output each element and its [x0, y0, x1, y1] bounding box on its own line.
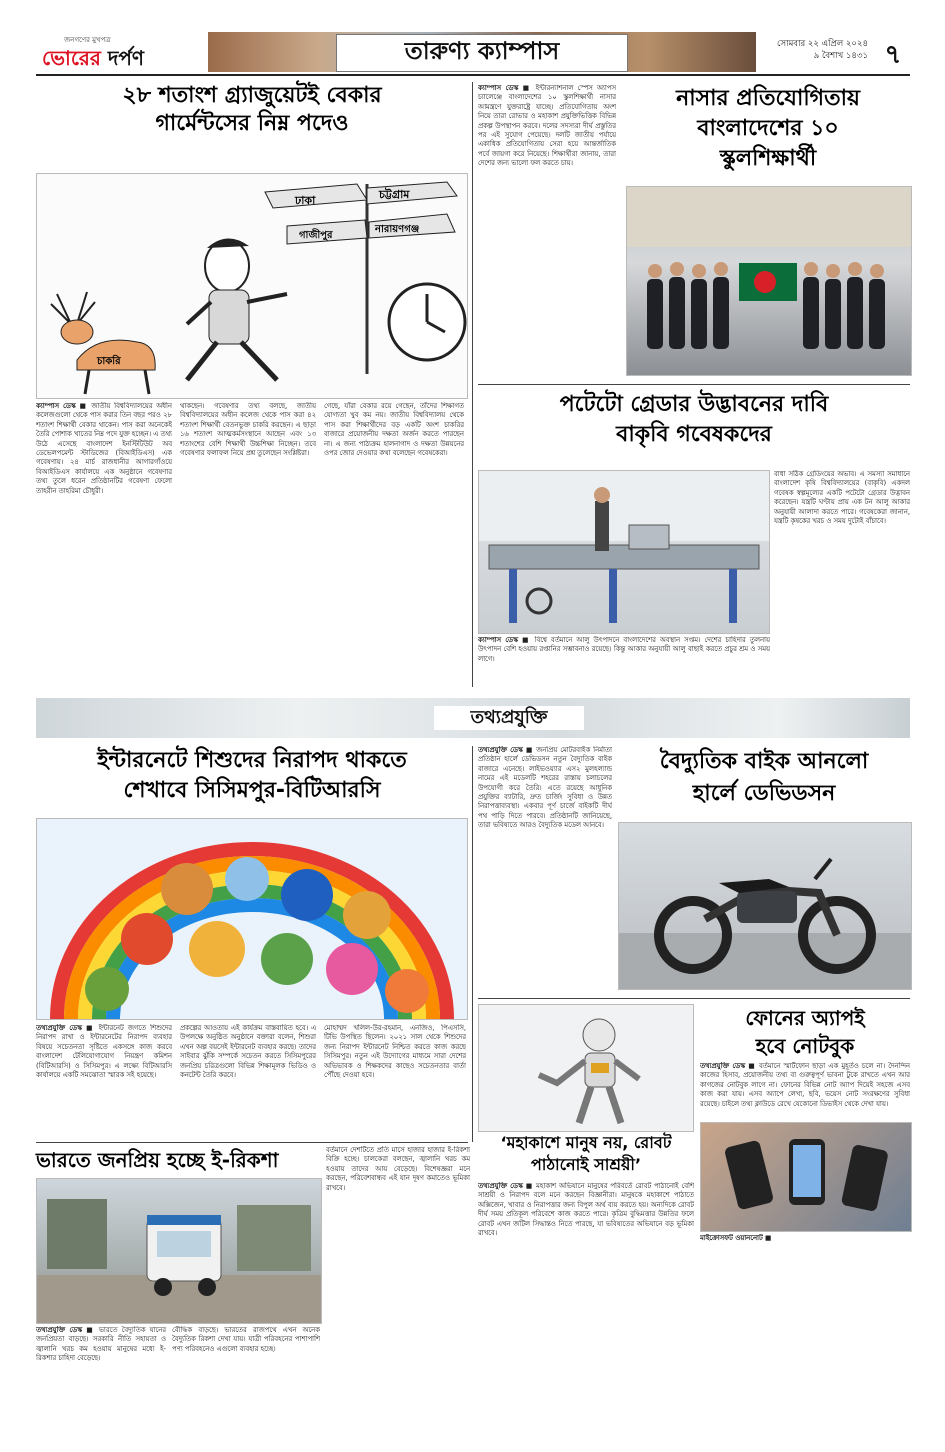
robot-photo — [478, 1004, 694, 1132]
harley-headline-line1: বৈদ্যুতিক বাইক আনলো — [659, 749, 869, 774]
sisimpur-body-col1 — [36, 1024, 172, 1136]
nasa-body — [478, 84, 616, 376]
phone-notebook-headline — [700, 1004, 910, 1060]
graduates-headline — [36, 82, 468, 137]
phone-headline-line1: ফোনের অ্যাপই — [745, 1006, 865, 1030]
harley-bike-photo — [618, 822, 912, 990]
newspaper-logo — [36, 34, 186, 70]
column-divider — [472, 82, 473, 687]
graduates-headline-line2: গার্মেন্টসের নিম্ন পদেও — [155, 110, 349, 136]
sisimpur-headline — [36, 746, 468, 806]
logo-name-part1: ভোরের — [42, 46, 101, 70]
sign-narayanganj: নারায়ণগঞ্জ — [375, 224, 420, 235]
nasa-headline-line1: নাসার প্রতিযোগিতায় — [676, 86, 860, 111]
graduates-body-col3: গেছে, যাঁরা বেকার রয়ে গেছেন, তাঁদের শিক্ষাগত যোগ্যতা খুব কম নয়। জাতীয় বিশ্ববিদ্যালয় থেকে পাস করা শিক্ষার্থীদের বড় একটি অংশ চাকরির বাজারে প্রয়োজনীয় দক্ষতা অর্জন করতে পারছেন না। এ জন্য পাঠ্যক্রম হালনাগাদ ও দক্ষতা উন্নয়নের ওপর জোর দেওয়ার কথা বলেছেন গবেষকেরা। — [324, 402, 464, 458]
potato-credit: ক্যাম্পাস ডেস্ক ■ — [478, 636, 531, 644]
section-divider — [478, 384, 910, 385]
nasa-headline-line2: বাংলাদেশের ১০ — [697, 116, 839, 141]
harley-text: জনপ্রিয় মোটরবাইক নির্মাতা প্রতিষ্ঠান হার্লে ডেভিডসন নতুন বৈদ্যুতিক বাইক বাজারে এনেছে। লাইভওয়্যার এস২ মুলহল্যান্ড নামের এই মডেলটি শহরের রাস্তায় চলাচলের উপযোগী করে তৈরি। এতে রয়েছে আধুনিক প্রযুক্তির ব্যাটারি, দ্রুত চার্জিং সুবিধা ও উন্নত নিরাপত্তাব্যবস্থা। একবার পূর্ণ চার্জে বাইকটি দীর্ঘ পথ পাড়ি দিতে পারবে। প্রতিষ্ঠানটি জানিয়েছে, তারা ভবিষ্যতে আরও বৈদ্যুতিক মডেল আনবে। — [478, 746, 612, 830]
nasa-text: ইন্টারন্যাশনাল স্পেস অ্যাপস চ্যালেঞ্জে বাংলাদেশের ১০ স্কুলশিক্ষার্থী নাসার আমন্ত্রণে যুক্তরাষ্ট্রে যাচ্ছে। প্রতিযোগিতায় অংশ নিয়ে তারা রোভার ও মহাকাশ প্রযুক্তিভিত্তিক বিভিন্ন প্রকল্প উপস্থাপন করবে। দলের সদস্যরা দীর্ঘ প্রস্তুতির পর এই সুযোগ পেয়েছে। দলটি জাতীয় পর্যায়ে একাধিক প্রতিযোগিতায় সেরা হয়ে আন্তর্জাতিক পর্বে জায়গা করে নিয়েছে। শিক্ষার্থীরা জানায়, তারা দেশের জন্য ভালো ফল করতে চায়। — [478, 84, 616, 168]
erickshaw-photo — [36, 1178, 322, 1324]
tech-section-title: তথ্যপ্রযুক্তি — [434, 706, 584, 730]
electric-bike-illustration — [619, 823, 911, 989]
masthead — [36, 32, 910, 76]
graduates-body-col2: থাকছেন। গবেষণার তথ্য বলছে, জাতীয় বিশ্ববিদ্যালয়ের অধীন কলেজ থেকে পাস করা ৪২ শতাংশ শিক্ষার্থী বেতনভুক্ত চাকরি করছেন। এ ছাড়া ১৬ শতাংশ আত্মকর্মসংস্থানে আছেন এবং ১৩ শতাংশের বেশি শিক্ষার্থী উচ্চশিক্ষা নিচ্ছেন। তবে গবেষণার ফলাফল নিয়ে প্রশ্ন তুলেছেন সংশ্লিষ্টরা। — [180, 402, 316, 458]
section-divider-3 — [36, 1142, 468, 1143]
nasa-credit: ক্যাম্পাস ডেস্ক ■ — [478, 84, 532, 92]
potato-text: বিশ্বে বর্তমানে আলু উৎপাদনে বাংলাদেশের অবস্থান সপ্তম। দেশের চাহিদার তুলনায় উৎপাদন বেশি হওয়ায় রপ্তানির সম্ভাবনাও রয়েছে। কিন্তু আকার অনুযায়ী আলু বাছাই করতে প্রচুর শ্রম ও সময় লাগে। — [478, 636, 770, 663]
erickshaw-illustration — [37, 1179, 321, 1323]
grader-machine-illustration — [479, 471, 769, 633]
logo-name — [42, 44, 144, 77]
graduates-headline-line1: ২৮ শতাংশ গ্র্যাজুয়েটই বেকার — [122, 83, 382, 108]
section-divider-2 — [478, 998, 910, 999]
robot-headline-line1: ‘মহাকাশে মানুষ নয়, রোবট — [500, 1133, 672, 1152]
graduates-text-1: জাতীয় বিশ্ববিদ্যালয়ের অধীন কলেজগুলো থেকে পাস করার তিন বছর পরও ২৮ শতাংশ শিক্ষার্থী বেকার থাকেন। পাস করা অনেকেই তৈরি পোশাক খাতের নিম্ন পদে যুক্ত হচ্ছেন। এ তথ্য উঠে এসেছে বাংলাদেশ ইনস্টিটিউট অব ডেভেলপমেন্ট স্টাডিজের (বিআইডিএস) এক গবেষণায়। ২৪ মার্চ রাজধানীর আগারগাঁওয়ে বিআইডিএস কার্যালয়ে এক অনুষ্ঠানে গবেষণার তথ্য তুলে ধরেন প্রতিষ্ঠানটির গবেষণা ফেলো তাহরীন তাহরিমা চৌধুরী। — [36, 402, 172, 495]
potato-headline — [478, 390, 910, 450]
column-divider-2 — [472, 746, 473, 1142]
sisimpur-body-col2: প্রকল্পের আওতায় এই কার্যক্রম বাস্তবায়িত হবে। এ উপলক্ষে অনুষ্ঠিত অনুষ্ঠানে বক্তারা বলেন, শিশুরা এখন অল্প বয়সেই ইন্টারনেট ব্যবহার করছে। তাদের সাইবার ঝুঁকি সম্পর্কে সচেতন করতে সিসিমপুরের জনপ্রিয় চরিত্রগুলো বিভিন্ন শিক্ষামূলক ভিডিও ও কনটেন্ট তৈরি করবে। — [180, 1024, 316, 1080]
nasa-headline — [626, 84, 910, 174]
section-title: তারুণ্য ক্যাম্পাস — [336, 34, 628, 72]
issue-date — [756, 38, 868, 62]
logo-name-part2: দর্পণ — [100, 46, 144, 70]
date-bengali: ৯ বৈশাখ ১৪৩১ — [813, 51, 868, 61]
date-gregorian: সোমবার ২২ এপ্রিল ২০২৪ — [777, 39, 868, 49]
erickshaw-body-col3: বর্তমানে দেশটিতে প্রতি মাসে হাজার হাজার ই-রিকশা বিক্রি হচ্ছে। চালকেরা বলছেন, জ্বালানি খরচ কম হওয়ায় তাদের আয় বেড়েছে। বিশেষজ্ঞরা মনে করছেন, পরিবেশবান্ধব এই যান দূষণ কমাতেও ভূমিকা রাখবে। — [326, 1146, 470, 1192]
potato-body-right: বাধা সঠিক গ্রেডিংয়ের অভাব। এ সমস্যা সমাধানে বাংলাদেশ কৃষি বিশ্ববিদ্যালয়ের (বাকৃবি) একদল গবেষক স্বল্পমূল্যের একটি পটেটো গ্রেডার উদ্ভাবন করেছেন। যন্ত্রটি ঘণ্টায় প্রায় এক টন আলু আকার অনুযায়ী আলাদা করতে পারে। গবেষকেরা জানান, যন্ত্রটি কৃষকের খরচ ও সময় দুটোই বাঁচাবে। — [774, 470, 910, 526]
tech-section-band — [36, 698, 910, 738]
sign-dhaka: ঢাকা — [295, 194, 316, 207]
erickshaw-headline: ভারতে জনপ্রিয় হচ্ছে ই-রিকশা — [36, 1148, 279, 1172]
phone-hands-photo — [700, 1122, 912, 1232]
potato-body-bottom — [478, 636, 770, 690]
nasa-headline-line3: স্কুলশিক্ষার্থী — [719, 146, 817, 171]
erickshaw-credit: তথ্যপ্রযুক্তি ডেস্ক ■ — [36, 1326, 95, 1334]
cartoon-illustration — [37, 174, 467, 398]
muppets-illustration — [37, 819, 467, 1019]
robot-text: মহাকাশ অভিযানে মানুষের পরিবর্তে রোবট পাঠানোই বেশি সাশ্রয়ী ও নিরাপদ বলে মনে করছেন বিজ্ঞানীরা। মানুষকে মহাকাশে পাঠাতে অক্সিজেন, খাবার ও নিরাপত্তার জন্য বিপুল অর্থ ব্যয় করতে হয়। অন্যদিকে রোবট দীর্ঘ সময় প্রতিকূল পরিবেশে কাজ করতে পারে। কৃত্রিম বুদ্ধিমত্তার উন্নতির ফলে রোবট এখন জটিল সিদ্ধান্তও নিতে পারছে, যা ভবিষ্যতের অভিযানে বড় ভূমিকা রাখবে। — [478, 1182, 694, 1238]
sisimpur-text-1: ইন্টারনেট জগতে শিশুদের নিরাপদ রাখা ও ইন্টারনেটের নিরাপদ ব্যবহার বিষয়ে সচেতনতা সৃষ্টিতে একসঙ্গে কাজ করবে বাংলাদেশ টেলিযোগাযোগ নিয়ন্ত্রণ কমিশন (বিটিআরসি) ও সিসিমপুর। এ লক্ষ্যে বিটিআরসি কার্যালয়ে একটি সমঝোতা স্মারক সই হয়েছে। — [36, 1024, 172, 1080]
harley-body — [478, 746, 612, 996]
graduates-body-col1 — [36, 402, 172, 687]
harley-credit: তথ্যপ্রযুক্তি ডেস্ক ■ — [478, 746, 534, 754]
sign-gazipur: গাজীপুর — [299, 230, 333, 241]
phone-credit-2: মাইক্রোসফট ওয়াননোট ■ — [700, 1234, 772, 1242]
page-number: ৭ — [884, 40, 902, 70]
sisimpur-credit: তথ্যপ্রযুক্তি ডেস্ক ■ — [36, 1024, 95, 1032]
logo-tagline: জনগণের মুখপত্র — [64, 36, 111, 44]
potato-headline-line1: পটেটো গ্রেডার উদ্ভাবনের দাবি — [559, 392, 829, 417]
harley-headline-line2: হার্লে ডেভিডসন — [692, 781, 836, 806]
potato-headline-line2: বাকৃবি গবেষকদের — [616, 422, 772, 447]
graduates-credit: ক্যাম্পাস ডেস্ক ■ — [36, 402, 88, 410]
robot-credit: তথ্যপ্রযুক্তি ডেস্ক ■ — [478, 1182, 534, 1190]
erickshaw-body-col2: বৌদ্ধিক বাড়ছে। ভারতের রাজপথে এখন অনেক বৈদ্যুতিক রিকশা দেখা যায়। যাত্রী পরিবহনের পাশাপাশি পণ্য পরিবহনেও এগুলো ব্যবহার হচ্ছে। — [172, 1326, 320, 1353]
harley-headline — [618, 746, 910, 810]
phone-notebook-body-bottom — [700, 1234, 910, 1448]
phone-notebook-body-top — [700, 1062, 910, 1118]
team-photo-illustration — [627, 187, 911, 375]
erickshaw-body-col1 — [36, 1326, 166, 1448]
sisimpur-muppets-photo — [36, 818, 468, 1020]
phone-headline-line2: হবে নোটবুক — [755, 1034, 855, 1058]
sisimpur-body-col3: মোহাম্মদ খলিল-উর-রহমান, এনজিও, পিএসসি, টিভি উপস্থিত ছিলেন। ২০২১ সাল থেকে শিশুদের জন্য নিরাপদ ইন্টারনেট নিশ্চিত করতে কাজ করছে সিসিমপুর। নতুন এই উদ্যোগের মাধ্যমে সারা দেশের অভিভাবক ও শিক্ষকদের কাছেও সচেতনতার বার্তা পৌঁছে দেওয়া হবে। — [324, 1024, 466, 1080]
nasa-team-photo — [626, 186, 912, 376]
sisimpur-headline-line2: শেখাবে সিসিমপুর-বিটিআরসি — [123, 778, 381, 803]
phones-illustration — [701, 1123, 911, 1231]
humanoid-robot-illustration — [479, 1005, 693, 1131]
erickshaw-text-1: ভারতে বৈদ্যুতিক যানের জনপ্রিয়তা বাড়ছে। সরকারি নীতি সহায়তা ও জ্বালানি খরচ কম হওয়ায় মানুষের মধ্যে ই-রিকশার চাহিদা বেড়েছে। — [36, 1326, 166, 1363]
graduates-cartoon — [36, 173, 468, 399]
robot-body — [478, 1182, 694, 1448]
sisimpur-headline-line1: ইন্টারনেটে শিশুদের নিরাপদ থাকতে — [97, 748, 407, 773]
deer-label: চাকরি — [97, 356, 121, 367]
phone-credit: তথ্যপ্রযুক্তি ডেস্ক ■ — [700, 1062, 756, 1070]
potato-grader-photo — [478, 470, 770, 634]
robot-headline — [478, 1132, 694, 1176]
phone-text: বর্তমানে স্মার্টফোন ছাড়া এক মুহূর্তও চলে না। দৈনন্দিন কাজের হিসাব, প্রয়োজনীয় তথ্য বা গুরুত্বপূর্ণ ভাবনা টুকে রাখতে এখন আর কাগজের নোটবুক লাগে না। ফোনের বিভিন্ন নোট অ্যাপ দিয়েই সহজে এসব কাজ করা যায়। এসব অ্যাপে লেখা, ছবি, ভয়েস নোট সংরক্ষণের সুবিধা রয়েছে। চাইলে তথ্য ক্লাউডে রেখে যেকোনো ডিভাইস থেকে দেখা যায়। — [700, 1062, 910, 1108]
sign-chattogram: চট্টগ্রাম — [379, 188, 410, 201]
robot-headline-line2: পাঠানোই সাশ্রয়ী’ — [530, 1155, 642, 1174]
